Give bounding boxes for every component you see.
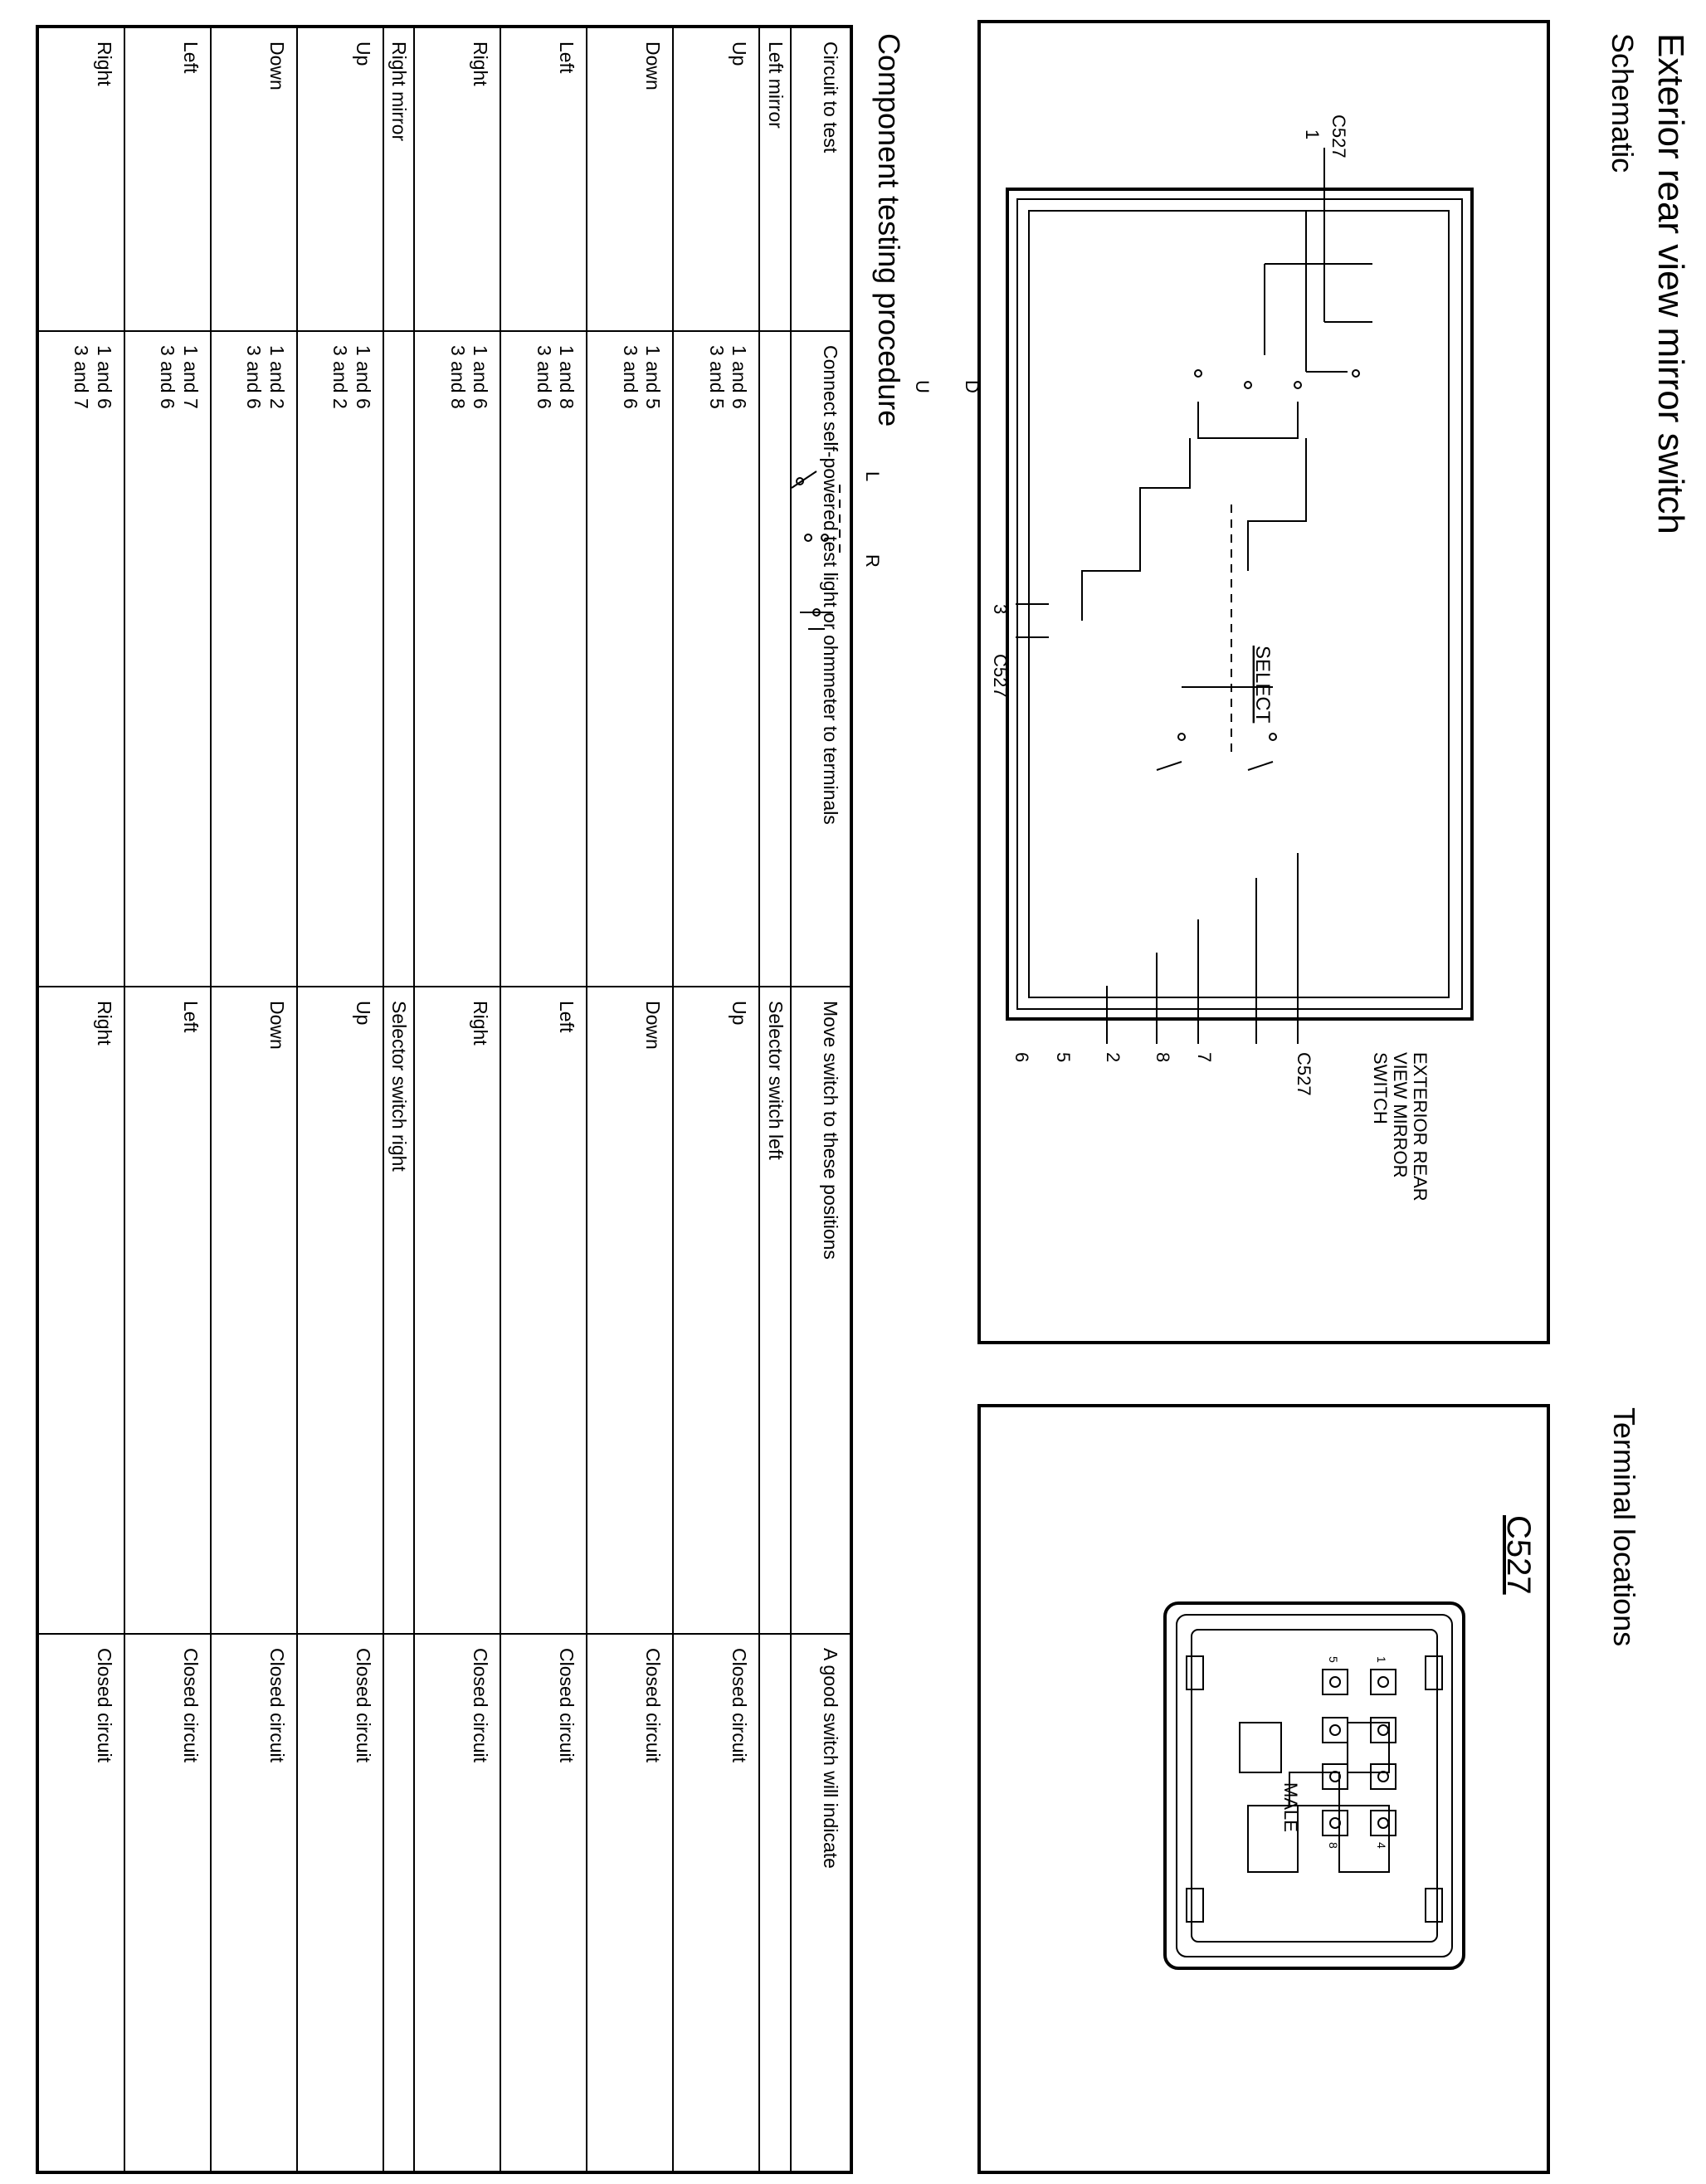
terminal-pin-1: 1 bbox=[1375, 1656, 1388, 1663]
cell-circuit: Down bbox=[587, 27, 673, 331]
connector-label-bottom: C527 bbox=[1294, 1052, 1314, 1096]
header-circuit: Circuit to test bbox=[791, 27, 851, 331]
table-row bbox=[211, 27, 297, 2172]
cell-circuit: Left bbox=[500, 27, 587, 331]
cell-position: Left bbox=[500, 987, 587, 1634]
pin-label-7: 7 bbox=[1194, 1052, 1215, 1063]
pin-label-8: 8 bbox=[1153, 1052, 1173, 1063]
table-row bbox=[673, 27, 759, 2172]
cell-position: Down bbox=[587, 987, 673, 1634]
cell-position: Up bbox=[297, 987, 383, 1634]
select-label: SELECT bbox=[1251, 646, 1274, 724]
cell-circuit: Right bbox=[37, 27, 124, 331]
component-label-line-2: VIEW MIRROR bbox=[1390, 1052, 1411, 1178]
cell-terminals: 1 and 2 3 and 6 bbox=[211, 331, 297, 987]
cell-position: Right bbox=[37, 987, 124, 1634]
pin-1-label: 1 bbox=[1302, 129, 1323, 140]
pin-label-5: 5 bbox=[1053, 1052, 1074, 1063]
cell-circuit: Left bbox=[124, 27, 211, 331]
contact-label-r: R bbox=[862, 554, 883, 568]
contact-label-u: U bbox=[912, 380, 933, 393]
cell-result: Closed circuit bbox=[297, 1634, 383, 2172]
cell-circuit: Up bbox=[297, 27, 383, 331]
terminal-locations-panel bbox=[977, 1404, 1550, 2174]
cell-position: Right bbox=[414, 987, 500, 1634]
pin-3-label: 3 bbox=[990, 604, 1011, 615]
group-row-right-mirror bbox=[383, 27, 415, 2172]
pin-label-6: 6 bbox=[1011, 1052, 1032, 1063]
table-row bbox=[124, 27, 211, 2172]
connector-face-diagram bbox=[981, 1407, 1547, 2171]
group-selector: Selector switch right bbox=[383, 987, 415, 1634]
cell-result: Closed circuit bbox=[211, 1634, 297, 2172]
connector-title: C527 bbox=[1500, 1515, 1537, 1595]
group-name: Right mirror bbox=[383, 27, 415, 331]
component-label-line-1: EXTERIOR REAR bbox=[1410, 1052, 1431, 1202]
contact-label-d: D bbox=[962, 380, 982, 393]
header-result: A good switch will indicate bbox=[791, 1634, 851, 2172]
cell-result: Closed circuit bbox=[673, 1634, 759, 2172]
table-row bbox=[414, 27, 500, 2172]
cell-terminals: 1 and 5 3 and 6 bbox=[587, 331, 673, 987]
cell-terminals: 1 and 6 3 and 2 bbox=[297, 331, 383, 987]
cell-terminals: 1 and 7 3 and 6 bbox=[124, 331, 211, 987]
terminal-pin-4: 4 bbox=[1375, 1842, 1388, 1849]
table-row bbox=[297, 27, 383, 2172]
page-title: Exterior rear view mirror switch bbox=[1650, 33, 1691, 534]
terminal-pin-5: 5 bbox=[1327, 1656, 1340, 1663]
cell-result: Closed circuit bbox=[124, 1634, 211, 2172]
terminal-locations-heading: Terminal locations bbox=[1607, 1407, 1641, 1647]
component-testing-table bbox=[36, 25, 853, 2174]
cell-result: Closed circuit bbox=[500, 1634, 587, 2172]
header-positions: Move switch to these positions bbox=[791, 987, 851, 1634]
cell-terminals: 1 and 8 3 and 6 bbox=[500, 331, 587, 987]
cell-result: Closed circuit bbox=[37, 1634, 124, 2172]
connector-label-top-left: C527 bbox=[1328, 115, 1349, 158]
cell-result: Closed circuit bbox=[414, 1634, 500, 2172]
table-row bbox=[37, 27, 124, 2172]
cell-terminals: 1 and 6 3 and 7 bbox=[37, 331, 124, 987]
cell-position: Up bbox=[673, 987, 759, 1634]
terminal-pin-8: 8 bbox=[1327, 1842, 1340, 1849]
table-row bbox=[587, 27, 673, 2172]
cell-terminals: 1 and 6 3 and 8 bbox=[414, 331, 500, 987]
cell-position: Left bbox=[124, 987, 211, 1634]
cell-circuit: Right bbox=[414, 27, 500, 331]
cell-circuit: Down bbox=[211, 27, 297, 331]
connector-gender-label: MALE bbox=[1280, 1782, 1301, 1832]
table-row bbox=[500, 27, 587, 2172]
schematic-heading: Schematic bbox=[1606, 33, 1640, 173]
table-heading: Component testing procedure bbox=[872, 33, 906, 427]
cell-circuit: Up bbox=[673, 27, 759, 331]
table-header-row bbox=[791, 27, 851, 2172]
connector-label-top-right: C527 bbox=[990, 654, 1011, 698]
component-label-line-3: SWITCH bbox=[1370, 1052, 1391, 1124]
group-row-left-mirror bbox=[759, 27, 791, 2172]
header-terminals: Connect self-powered test light or ohmmeter to terminals bbox=[791, 331, 851, 987]
contact-label-l: L bbox=[862, 471, 883, 482]
cell-terminals: 1 and 6 3 and 5 bbox=[673, 331, 759, 987]
cell-position: Down bbox=[211, 987, 297, 1634]
group-selector: Selector switch left bbox=[759, 987, 791, 1634]
pin-label-2: 2 bbox=[1103, 1052, 1124, 1063]
cell-result: Closed circuit bbox=[587, 1634, 673, 2172]
group-name: Left mirror bbox=[759, 27, 791, 331]
